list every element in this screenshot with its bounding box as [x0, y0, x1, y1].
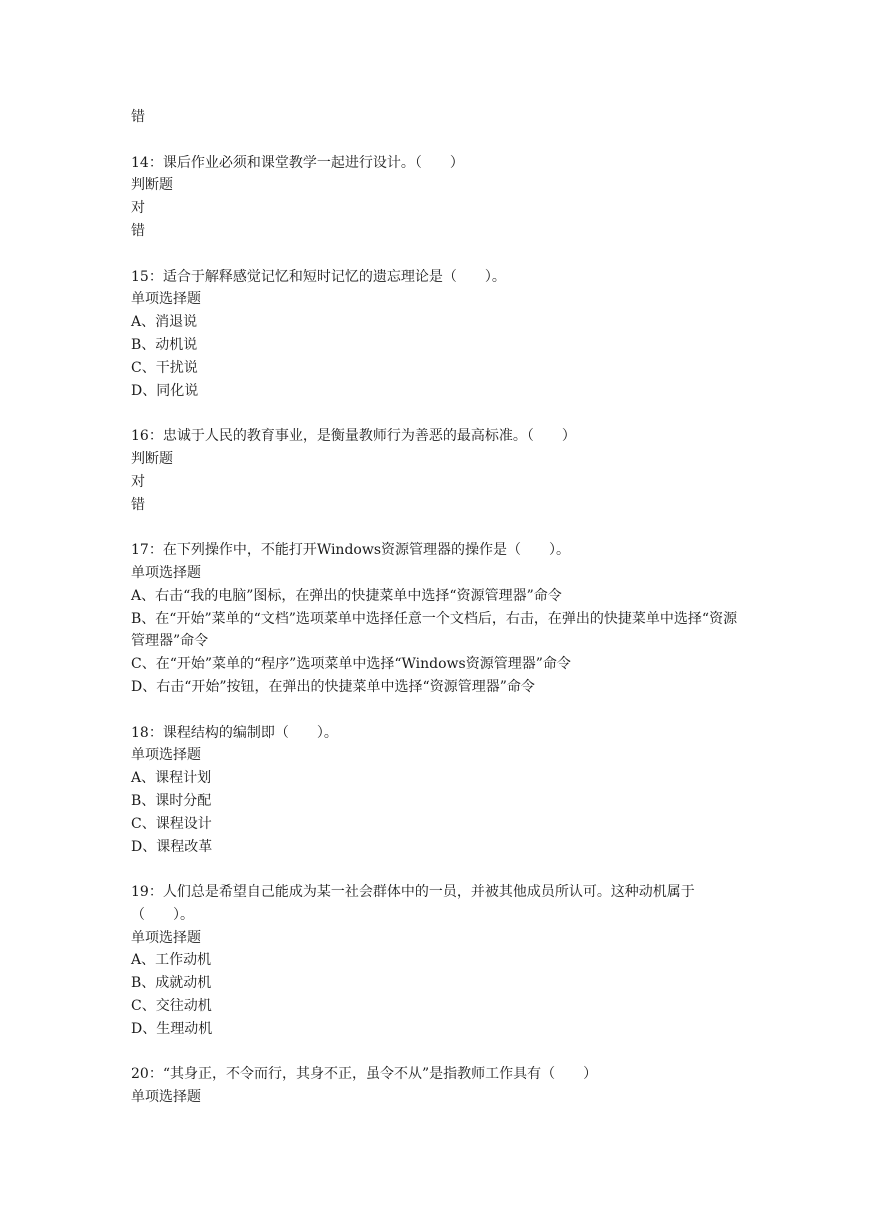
question-type: 单项选择题 — [131, 929, 201, 946]
question-type: 单项选择题 — [131, 564, 201, 581]
answer-option: 对 — [131, 200, 145, 217]
answer-option: 对 — [131, 473, 145, 490]
question-type: 判断题 — [131, 177, 173, 194]
answer-option: B、成就动机 — [131, 975, 212, 992]
spacer — [131, 129, 751, 152]
spacer — [131, 858, 751, 881]
question-block — [131, 539, 751, 699]
answer-option: A、工作动机 — [131, 952, 212, 969]
answer-option: A、消退说 — [131, 314, 198, 331]
question-stem: 17：在下列操作中，不能打开Windows资源管理器的操作是（ ）。 — [131, 542, 571, 559]
question-type: 单项选择题 — [131, 1089, 201, 1106]
answer-option: D、同化说 — [131, 382, 199, 399]
answer-option: A、课程计划 — [131, 770, 212, 787]
answer-option: A、右击“我的电脑”图标，在弹出的快捷菜单中选择“资源管理器”命令 — [131, 587, 562, 604]
answer-option: D、生理动机 — [131, 1020, 213, 1037]
question-block — [131, 152, 751, 243]
document-page — [131, 106, 751, 1109]
question-block — [131, 1063, 751, 1109]
spacer — [131, 402, 751, 425]
answer-option: 错 — [131, 496, 145, 513]
answer-option: C、在“开始”菜单的“程序”选项菜单中选择“Windows资源管理器”命令 — [131, 656, 571, 673]
question-stem: 14：课后作业必须和课堂教学一起进行设计。（ ） — [131, 154, 464, 171]
answer-option: B、在“开始”菜单的“文档”选项菜单中选择任意一个文档后，右击，在弹出的快捷菜单中选择“资源管理器”命令 — [131, 610, 738, 650]
question-stem: 19：人们总是希望自己能成为某一社会群体中的一员，并被其他成员所认可。这种动机属于（ ）。 — [131, 884, 695, 923]
answer-option: C、干扰说 — [131, 359, 198, 376]
spacer — [131, 1041, 751, 1064]
answer-option: D、课程改革 — [131, 838, 213, 855]
question-stem: 16：忠诚于人民的教育事业，是衡量教师行为善恶的最高标准。（ ） — [131, 428, 576, 445]
spacer — [131, 699, 751, 722]
answer-option: B、课时分配 — [131, 792, 212, 809]
answer-option: C、交往动机 — [131, 998, 212, 1015]
spacer — [131, 516, 751, 539]
question-type: 判断题 — [131, 450, 173, 467]
question-block — [131, 881, 751, 1041]
answer-option: 错 — [131, 109, 145, 125]
answer-option: 错 — [131, 222, 145, 239]
question-block — [131, 266, 751, 403]
answer-option: D、右击“开始”按钮，在弹出的快捷菜单中选择“资源管理器”命令 — [131, 678, 535, 695]
answer-option: C、课程设计 — [131, 815, 212, 832]
question-stem: 15：适合于解释感觉记忆和短时记忆的遗忘理论是（ ）。 — [131, 268, 506, 285]
question-block — [131, 722, 751, 859]
question-block — [131, 425, 751, 516]
answer-option: B、动机说 — [131, 336, 198, 353]
spacer — [131, 243, 751, 266]
question-type: 单项选择题 — [131, 747, 201, 764]
question-stem: 18：课程结构的编制即（ ）。 — [131, 724, 338, 741]
question-type: 单项选择题 — [131, 291, 201, 308]
question-stem: 20：“其身正，不令而行，其身不正，虽令不从”是指教师工作具有（ ） — [131, 1066, 598, 1083]
